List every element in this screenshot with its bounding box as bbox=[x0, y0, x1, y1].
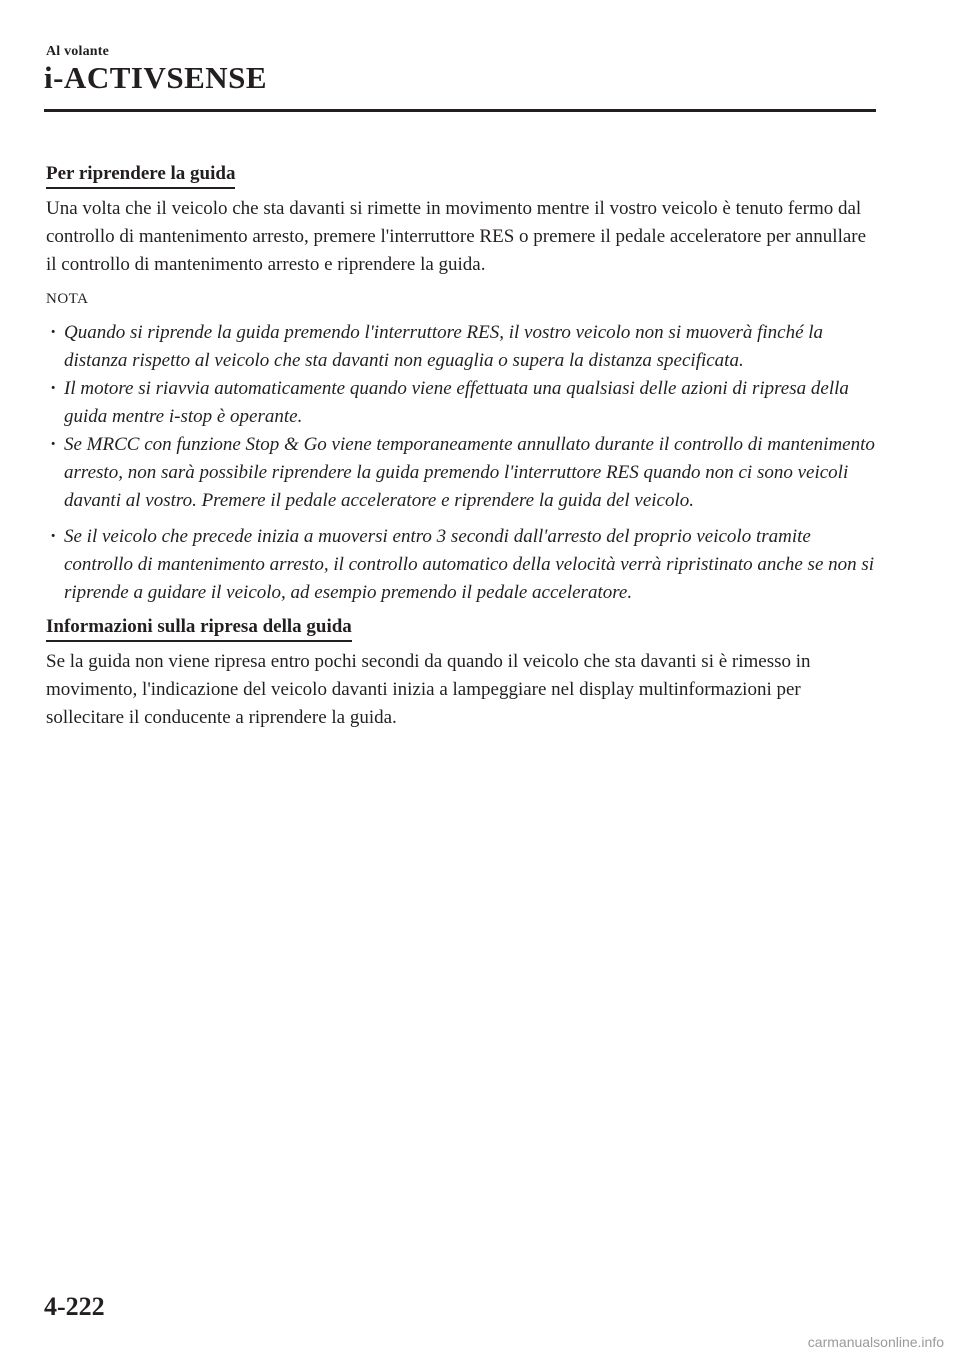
note-item: · Il motore si riavvia automaticamente quando viene effettuata una qualsiasi delle azioni di ripresa della guida mentre i-stop è operante. bbox=[46, 375, 876, 431]
section-heading-info: Informazioni sulla ripresa della guida bbox=[46, 615, 352, 642]
note-item: · Se MRCC con funzione Stop & Go viene temporaneamente annullato durante il controllo di mantenimento arresto, non sarà possibile riprendere la guida premendo l'interruttore RES quando non ci sono veicoli davanti al vostro. Premere il pedale acceleratore e riprendere la guida del veicolo. bbox=[46, 431, 876, 515]
note-item: · Se il veicolo che precede inizia a muoversi entro 3 secondi dall'arresto del proprio veicolo tramite controllo di mantenimento arresto, il controllo automatico della velocità verrà ripristinato anche se non si riprende a guidare il veicolo, ad esempio premendo il pedale acceleratore. bbox=[46, 523, 876, 607]
title-divider bbox=[44, 109, 876, 112]
page-title: i-ACTIVSENSE bbox=[44, 60, 268, 95]
section-paragraph-info: Se la guida non viene ripresa entro pochi secondi da quando il veicolo che sta davanti si è rimesso in movimento, l'indicazione del veicolo davanti inizia a lampeggiare nel display multinformazioni per sollecitare il conducente a riprendere la guida. bbox=[46, 651, 811, 728]
note-item: · Quando si riprende la guida premendo l'interruttore RES, il vostro veicolo non si muoverà finché la distanza rispetto al veicolo che sta davanti non eguaglia o supera la distanza specificata. bbox=[46, 319, 876, 375]
note-list bbox=[46, 319, 876, 607]
section-heading-resume: Per riprendere la guida bbox=[46, 162, 235, 189]
page-number: 4-222 bbox=[44, 1292, 105, 1321]
chapter-label: Al volante bbox=[46, 44, 110, 59]
watermark: carmanualsonline.info bbox=[807, 1334, 944, 1350]
main-content bbox=[46, 160, 876, 740]
note-label: NOTA bbox=[46, 291, 89, 307]
section-paragraph-resume: Una volta che il veicolo che sta davanti si rimette in movimento mentre il vostro veicolo è tenuto fermo dal controllo di mantenimento arresto, premere l'interruttore RES o premere il pedale acceleratore per annullare il controllo di mantenimento arresto e riprendere la guida. bbox=[46, 198, 867, 275]
